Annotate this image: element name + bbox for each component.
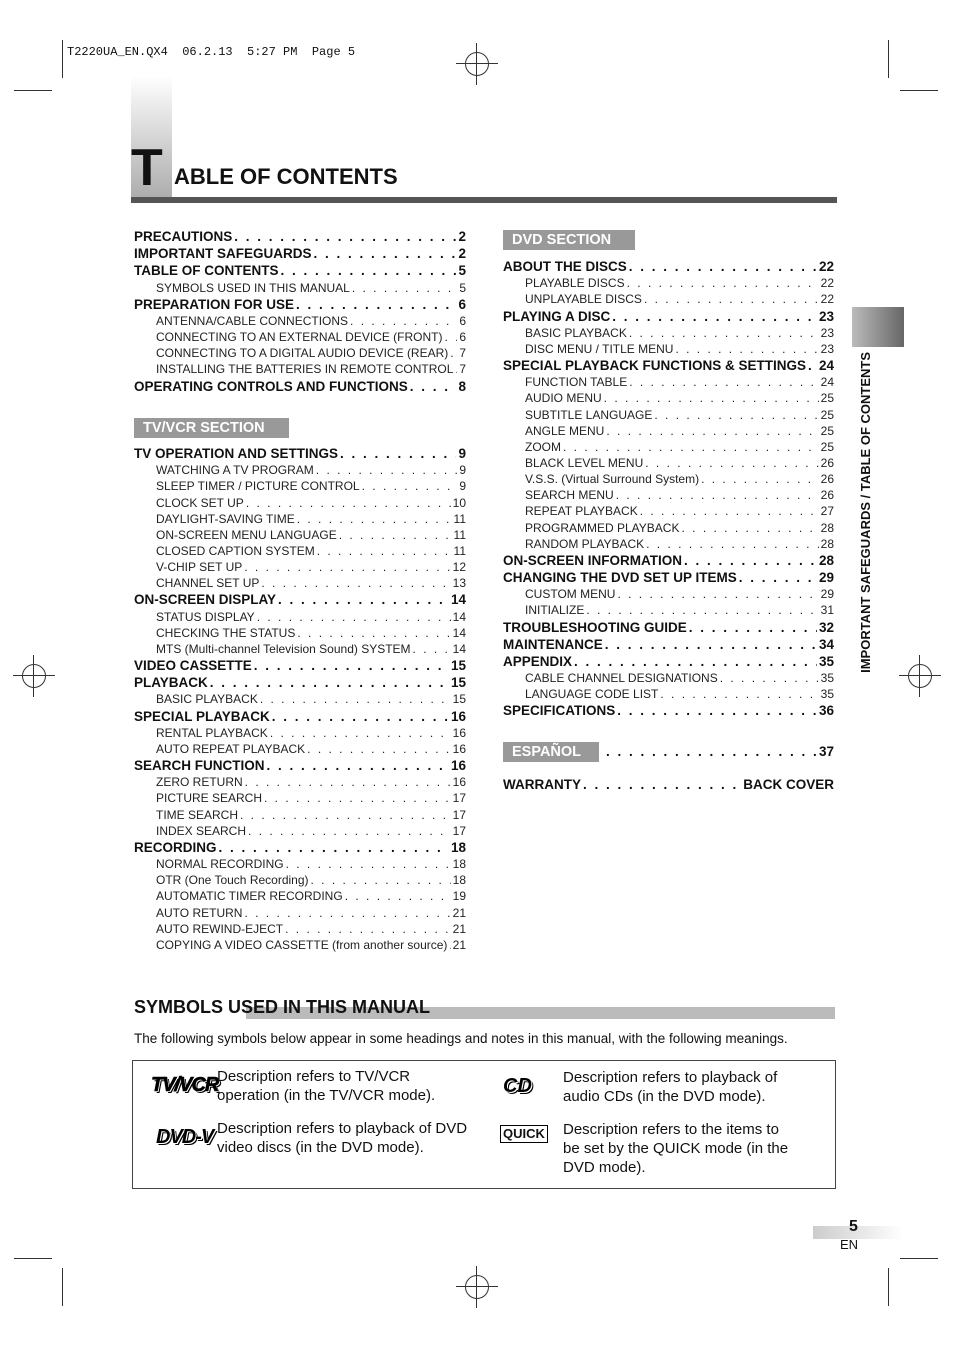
toc-leader-dots [281, 263, 457, 278]
toc-leader-dots [629, 326, 819, 340]
quick-description: Description refers to the items to be set by the QUICK mode (in the DVD mode). [563, 1121, 789, 1176]
toc-leader-dots [260, 692, 451, 706]
toc-leader-dots [297, 626, 450, 640]
cd-description: Description refers to playback of audio CDs (in the DVD mode). [563, 1069, 778, 1105]
toc-leader-dots [646, 537, 819, 551]
toc-entry[interactable] [156, 496, 466, 512]
toc-entry[interactable] [156, 576, 466, 592]
toc-entry[interactable] [156, 775, 466, 791]
toc-leader-dots [586, 603, 818, 617]
toc-entry-label: V-CHIP SET UP [156, 560, 243, 575]
toc-entry[interactable] [525, 521, 834, 537]
toc-leader-dots [645, 456, 818, 470]
toc-entry[interactable] [525, 587, 834, 603]
toc-entry[interactable] [525, 391, 834, 407]
toc-entry-label: CUSTOM MENU [525, 587, 616, 602]
toc-entry-page: 12 [452, 560, 466, 575]
toc-leader-dots [286, 857, 451, 871]
toc-entry-page: 21 [452, 921, 466, 936]
toc-leader-dots [616, 488, 819, 502]
toc-entry-label: OTR (One Touch Recording) [156, 873, 309, 888]
toc-entry[interactable] [134, 592, 466, 609]
title-initial: T [131, 139, 163, 197]
page-number: 5 [849, 1218, 858, 1235]
toc-entry-page: 16 [452, 741, 466, 756]
toc-leader-dots [720, 671, 819, 685]
toc-entry[interactable] [156, 346, 466, 362]
toc-entry-label: MTS (Multi-channel Television Sound) SYSTEM [156, 641, 411, 656]
toc-entry-page: 9 [458, 446, 466, 461]
toc-entry-page: 25 [820, 391, 834, 406]
toc-leader-dots [444, 330, 457, 344]
dvd-video-icon: DVD-V [156, 1126, 214, 1148]
toc-entry-espanol[interactable]: . . . 37 [604, 744, 834, 761]
toc-entry-label: ON-SCREEN DISPLAY [134, 592, 277, 608]
toc-leader-dots [244, 560, 450, 574]
toc-entry[interactable] [503, 703, 834, 720]
toc-entry-warranty[interactable]: WARRANTY . . . BACK COVER [503, 777, 834, 794]
toc-entry[interactable] [525, 424, 834, 440]
toc-leader-dots [297, 512, 452, 526]
toc-entry-page: 11 [453, 527, 466, 542]
toc-entry[interactable] [156, 889, 466, 905]
toc-leader-dots [316, 463, 458, 477]
toc-entry[interactable] [525, 375, 834, 391]
toc-entry[interactable] [525, 342, 834, 358]
toc-entry-label: RECORDING [134, 839, 217, 855]
toc-entry[interactable] [156, 314, 466, 330]
file-header: T2220UA_EN.QX4 06.2.13 5:27 PM Page 5 [67, 45, 356, 59]
tv-vcr-icon: TV/VCR [151, 1074, 219, 1096]
toc-entry-label: RANDOM PLAYBACK [525, 536, 645, 551]
title-rule [131, 197, 837, 203]
toc-entry-label: SPECIAL PLAYBACK FUNCTIONS & SETTINGS [503, 358, 807, 373]
toc-entry[interactable] [134, 297, 466, 314]
toc-entry-label: ANTENNA/CABLE CONNECTIONS [156, 313, 349, 328]
toc-entry-label: PLAYING A DISC [503, 308, 611, 324]
toc-entry[interactable] [156, 281, 466, 297]
toc-entry-page: 2 [458, 229, 466, 244]
toc-entry-page: 22 [818, 259, 834, 274]
toc-entry-page: 21 [452, 905, 466, 920]
toc-entry-page: 16 [452, 775, 466, 790]
toc-entry-label: IMPORTANT SAFEGUARDS [134, 246, 312, 262]
toc-leader-dots [644, 292, 819, 306]
toc-entry-label: CABLE CHANNEL DESIGNATIONS [525, 671, 718, 686]
toc-entry-page: 16 [450, 758, 466, 774]
toc-entry-page: 26 [820, 488, 834, 503]
toc-entry-page: 35 [820, 687, 834, 702]
side-section-title: IMPORTANT SAFEGUARDS / TABLE OF CONTENTS [858, 352, 873, 673]
toc-entry-page: 8 [458, 378, 466, 394]
toc-entry-page: 28 [818, 552, 834, 568]
toc-entry-page: 6 [459, 313, 466, 328]
toc-entry-label: BASIC PLAYBACK [156, 692, 258, 707]
toc-entry[interactable] [134, 709, 466, 726]
toc-entry[interactable] [156, 479, 466, 495]
toc-leader-dots [612, 309, 817, 324]
toc-leader-dots [350, 314, 457, 328]
toc-entry-label: AUTO REWIND-EJECT [156, 921, 284, 936]
toc-entry[interactable] [156, 642, 466, 658]
toc-entry[interactable] [156, 922, 466, 938]
toc-entry-label: SYMBOLS USED IN THIS MANUAL [156, 280, 350, 295]
toc-entry-label: INSTALLING THE BATTERIES IN REMOTE CONTROL [156, 362, 454, 377]
toc-entry[interactable] [503, 309, 834, 326]
toc-entry-label: SEARCH MENU [525, 488, 614, 503]
toc-entry-label: SPECIFICATIONS [503, 703, 616, 719]
toc-entry-label: ZOOM [525, 439, 561, 454]
toc-entry-page: 14 [452, 609, 466, 624]
toc-entry[interactable] [134, 758, 466, 775]
toc-leader-dots [285, 922, 451, 936]
toc-entry[interactable] [525, 276, 834, 292]
toc-entry[interactable] [156, 726, 466, 742]
toc-leader-dots [808, 358, 817, 373]
toc-entry-label: TABLE OF CONTENTS [134, 263, 279, 279]
toc-entry[interactable] [525, 603, 834, 619]
toc-entry-page: 10 [452, 495, 466, 510]
toc-entry[interactable] [134, 263, 466, 280]
toc-entry-label: CONNECTING TO A DIGITAL AUDIO DEVICE (REAR) [156, 346, 449, 361]
toc-entry[interactable] [525, 537, 834, 553]
toc-entry-page: 14 [452, 641, 466, 656]
toc-leader-dots [684, 553, 817, 568]
toc-entry-label: PROGRAMMED PLAYBACK [525, 520, 680, 535]
toc-entry-page: 35 [818, 653, 834, 669]
toc-entry[interactable] [156, 692, 466, 708]
toc-entry-page: 6 [458, 296, 466, 312]
toc-entry[interactable] [525, 456, 834, 472]
toc-leader-dots [701, 472, 819, 486]
toc-entry-label: INDEX SEARCH [156, 823, 247, 838]
toc-entry-page: 27 [820, 504, 834, 519]
toc-entry[interactable] [156, 512, 466, 528]
toc-entry-label: ZERO RETURN [156, 775, 243, 790]
toc-leader-dots [345, 889, 451, 903]
toc-entry-label: AUTOMATIC TIMER RECORDING [156, 889, 343, 904]
toc-leader-dots [455, 362, 457, 376]
toc-entry[interactable] [525, 408, 834, 424]
toc-leader-dots [563, 440, 819, 454]
toc-leader-dots [234, 229, 456, 244]
toc-leader-dots [270, 726, 451, 740]
toc-entry[interactable] [134, 446, 466, 463]
toc-entry[interactable] [134, 229, 466, 246]
toc-leader-dots [264, 791, 451, 805]
toc-entry[interactable] [525, 326, 834, 342]
toc-entry[interactable] [156, 857, 466, 873]
toc-leader-dots [244, 906, 450, 920]
toc-entry-label: SPECIAL PLAYBACK [134, 708, 270, 724]
toc-entry[interactable] [134, 675, 466, 692]
toc-entry-label: NORMAL RECORDING [156, 857, 284, 872]
toc-entry-page: 23 [818, 308, 834, 324]
toc-entry-label: AUDIO MENU [525, 391, 602, 406]
toc-entry-label: BASIC PLAYBACK [525, 325, 627, 340]
toc-leader-dots [606, 424, 818, 438]
toc-entry-page: 18 [452, 857, 466, 872]
toc-entry-label: DISC MENU / TITLE MENU [525, 341, 674, 356]
symbols-heading: SYMBOLS USED IN THIS MANUAL [134, 997, 431, 1017]
toc-entry-label: PICTURE SEARCH [156, 791, 263, 806]
toc-entry-page: 21 [452, 937, 466, 952]
toc-entry-label: BLACK LEVEL MENU [525, 455, 644, 470]
toc-entry-label: SUBTITLE LANGUAGE [525, 407, 653, 422]
toc-entry-label: DAYLIGHT-SAVING TIME [156, 511, 295, 526]
espanol-section-label: ESPAÑOL [503, 742, 599, 762]
toc-entry-label: ANGLE MENU [525, 423, 605, 438]
toc-entry[interactable] [134, 246, 466, 263]
toc-leader-dots [246, 496, 451, 510]
toc-entry[interactable] [503, 654, 834, 671]
toc-leader-dots [272, 709, 449, 724]
toc-entry-label: V.S.S. (Virtual Surround System) [525, 472, 700, 487]
toc-leader-dots [317, 544, 452, 558]
toc-entry-page: 35 [820, 671, 834, 686]
toc-entry[interactable] [156, 330, 466, 346]
page-language: EN [840, 1237, 859, 1252]
toc-entry-label: ABOUT THE DISCS [503, 259, 627, 274]
toc-entry[interactable] [134, 658, 466, 675]
toc-entry-label: PLAYABLE DISCS [525, 276, 625, 291]
toc-leader-dots [296, 297, 456, 312]
toc-leader-dots [362, 479, 458, 493]
toc-entry-page: 13 [452, 576, 466, 591]
toc-leader-dots [739, 570, 817, 585]
toc-entry[interactable] [156, 362, 466, 378]
toc-entry-label: REPEAT PLAYBACK [525, 504, 638, 519]
toc-entry-page: 29 [818, 570, 834, 586]
toc-entry-label: TIME SEARCH [156, 807, 239, 822]
toc-entry-label: APPENDIX [503, 653, 573, 669]
quick-icon: QUICK [500, 1125, 548, 1143]
toc-entry[interactable] [503, 358, 834, 375]
toc-entry-label: WATCHING A TV PROGRAM [156, 463, 314, 478]
toc-entry[interactable] [503, 259, 834, 276]
toc-entry[interactable] [525, 504, 834, 520]
toc-leader-dots [681, 521, 818, 535]
toc-entry-label: ON-SCREEN INFORMATION [503, 552, 682, 568]
toc-entry-label: FUNCTION TABLE [525, 375, 628, 390]
toc-entry-page: 15 [452, 692, 466, 707]
toc-leader-dots [254, 658, 449, 673]
toc-entry-page: 9 [459, 479, 466, 494]
toc-leader-dots [257, 610, 451, 624]
toc-leader-dots [629, 375, 818, 389]
toc-entry-page: 11 [453, 511, 466, 526]
toc-entry-page: 18 [450, 839, 466, 855]
toc-leader-dots [210, 675, 449, 690]
toc-leader-dots [245, 775, 451, 789]
toc-leader-dots [311, 873, 451, 887]
toc-entry-page: 36 [818, 703, 834, 719]
toc-entry-page: 29 [820, 587, 834, 602]
toc-leader-dots [413, 642, 451, 656]
toc-entry-label: CONNECTING TO AN EXTERNAL DEVICE (FRONT) [156, 330, 443, 345]
toc-entry-label: TROUBLESHOOTING GUIDE [503, 619, 687, 635]
toc-leader-dots [340, 446, 456, 461]
toc-entry-label: RENTAL PLAYBACK [156, 725, 268, 740]
toc-leader-dots [267, 758, 449, 773]
toc-entry[interactable] [156, 544, 466, 560]
toc-leader-dots [261, 576, 450, 590]
toc-entry-page: 34 [818, 636, 834, 652]
toc-entry-page: 25 [820, 407, 834, 422]
toc-entry[interactable] [156, 938, 466, 954]
toc-entry-label: PLAYBACK [134, 675, 208, 691]
toc-entry-page: 22 [820, 276, 834, 291]
toc-entry-page: 15 [450, 675, 466, 691]
toc-entry-label: AUTO RETURN [156, 905, 243, 920]
toc-entry-label: SEARCH FUNCTION [134, 758, 265, 774]
toc-leader-dots [278, 592, 449, 607]
toc-leader-dots [629, 259, 817, 274]
toc-entry[interactable] [525, 472, 834, 488]
toc-entry[interactable] [156, 824, 466, 840]
toc-entry[interactable] [525, 687, 834, 703]
toc-entry-label: OPERATING CONTROLS AND FUNCTIONS [134, 378, 408, 394]
toc-entry[interactable] [156, 626, 466, 642]
toc-entry-page: 25 [820, 439, 834, 454]
toc-entry-page: 17 [452, 823, 466, 838]
toc-leader-dots [240, 808, 451, 822]
toc-entry[interactable] [156, 808, 466, 824]
toc-leader-dots [640, 504, 819, 518]
toc-leader-dots [352, 281, 457, 295]
toc-entry[interactable] [503, 637, 834, 654]
toc-entry-page: 2 [458, 246, 466, 262]
toc-entry-label: SLEEP TIMER / PICTURE CONTROL [156, 479, 360, 494]
toc-entry-label: MAINTENANCE [503, 636, 603, 652]
toc-entry-page: 7 [459, 362, 466, 377]
toc-entry-page: 14 [450, 592, 466, 608]
tv-vcr-description: Description refers to TV/VCR operation (in the TV/VCR mode). [217, 1068, 436, 1104]
toc-entry-label: STATUS DISPLAY [156, 609, 255, 624]
toc-entry-page: 14 [452, 625, 466, 640]
toc-entry-label: VIDEO CASSETTE [134, 658, 252, 674]
toc-leader-dots [675, 342, 818, 356]
toc-entry[interactable] [525, 671, 834, 687]
toc-entry[interactable] [156, 560, 466, 576]
dvd-video-description: Description refers to playback of DVD video discs (in the DVD mode). [217, 1120, 468, 1156]
toc-entry-label: UNPLAYABLE DISCS [525, 292, 642, 307]
toc-leader-dots [605, 637, 817, 652]
toc-entry-page: 22 [820, 292, 834, 307]
side-tab [852, 307, 904, 347]
toc-leader-dots [617, 587, 818, 601]
page-title: ABLE OF CONTENTS [174, 164, 398, 189]
toc-entry-page: 5 [459, 280, 466, 295]
toc-entry-page: 24 [818, 358, 834, 373]
toc-entry[interactable] [156, 528, 466, 544]
toc-entry[interactable] [134, 840, 466, 857]
toc-entry-page: 11 [453, 543, 466, 558]
toc-entry-page: 5 [458, 263, 466, 279]
toc-entry-label: CHECKING THE STATUS [156, 625, 296, 640]
toc-leader-dots [307, 742, 450, 756]
toc-leader-dots [450, 346, 457, 360]
toc-entry-label: CLOSED CAPTION SYSTEM [156, 543, 315, 558]
toc-leader-dots [627, 276, 819, 290]
toc-entry-label: CHANGING THE DVD SET UP ITEMS [503, 570, 737, 586]
toc-entry-page: 25 [820, 423, 834, 438]
toc-entry[interactable] [156, 791, 466, 807]
toc-entry-page: 26 [820, 472, 834, 487]
toc-entry-page: 7 [459, 346, 466, 361]
toc-leader-dots [410, 379, 457, 394]
toc-entry-page: 16 [452, 725, 466, 740]
dvd-section-label: DVD SECTION [503, 230, 635, 250]
toc-entry-page: 17 [452, 807, 466, 822]
toc-entry-label: LANGUAGE CODE LIST [525, 687, 659, 702]
toc-entry-page: 28 [820, 536, 834, 551]
toc-entry-page: 23 [820, 325, 834, 340]
toc-entry-page: 24 [820, 375, 834, 390]
toc-leader-dots [617, 703, 817, 718]
toc-entry-page: 15 [450, 658, 466, 674]
toc-entry[interactable] [503, 570, 834, 587]
toc-entry-page: 6 [459, 330, 466, 345]
toc-entry[interactable] [156, 610, 466, 626]
toc-entry[interactable] [156, 906, 466, 922]
toc-entry-page: 28 [820, 520, 834, 535]
toc-entry-page: 23 [820, 341, 834, 356]
toc-entry-label: AUTO REPEAT PLAYBACK [156, 741, 306, 756]
toc-entry-label: TV OPERATION AND SETTINGS [134, 446, 339, 461]
toc-leader-dots [654, 408, 818, 422]
toc-entry[interactable] [503, 553, 834, 570]
toc-entry[interactable] [156, 873, 466, 889]
toc-entry-page: 31 [820, 603, 834, 618]
toc-leader-dots [604, 391, 819, 405]
toc-leader-dots [574, 654, 817, 669]
toc-entry-label: CLOCK SET UP [156, 495, 244, 510]
toc-entry-page: 19 [452, 889, 466, 904]
toc-entry-label: ON-SCREEN MENU LANGUAGE [156, 527, 337, 542]
toc-entry-page: 18 [452, 873, 466, 888]
toc-leader-dots [689, 620, 817, 635]
toc-entry-page: 26 [820, 455, 834, 470]
toc-entry[interactable] [134, 379, 466, 396]
toc-leader-dots [248, 824, 451, 838]
toc-entry[interactable] [525, 488, 834, 504]
toc-entry-label: COPYING A VIDEO CASSETTE (from another source) [156, 937, 448, 952]
toc-entry[interactable] [525, 292, 834, 308]
toc-entry-label: PRECAUTIONS [134, 229, 233, 244]
tvvcr-section-label: TV/VCR SECTION [134, 418, 289, 438]
toc-entry-page: 9 [459, 463, 466, 478]
toc-leader-dots [219, 840, 449, 855]
toc-entry-label: PREPARATION FOR USE [134, 296, 295, 312]
toc-entry-label: INITIALIZE [525, 603, 585, 618]
toc-leader-dots [660, 687, 818, 701]
toc-entry-page: 32 [818, 619, 834, 635]
toc-leader-dots [339, 528, 452, 542]
toc-leader-dots [314, 246, 457, 261]
toc-entry[interactable] [503, 620, 834, 637]
toc-entry[interactable] [156, 742, 466, 758]
cd-icon: CD [503, 1075, 532, 1097]
symbols-intro: The following symbols below appear in some headings and notes in this manual, with the following meanings. [134, 1031, 788, 1046]
toc-entry-page: 17 [452, 791, 466, 806]
toc-entry-label: CHANNEL SET UP [156, 576, 260, 591]
toc-entry[interactable] [525, 440, 834, 456]
toc-entry[interactable] [156, 463, 466, 479]
toc-leader-dots [449, 938, 450, 952]
toc-entry-page: 16 [450, 708, 466, 724]
